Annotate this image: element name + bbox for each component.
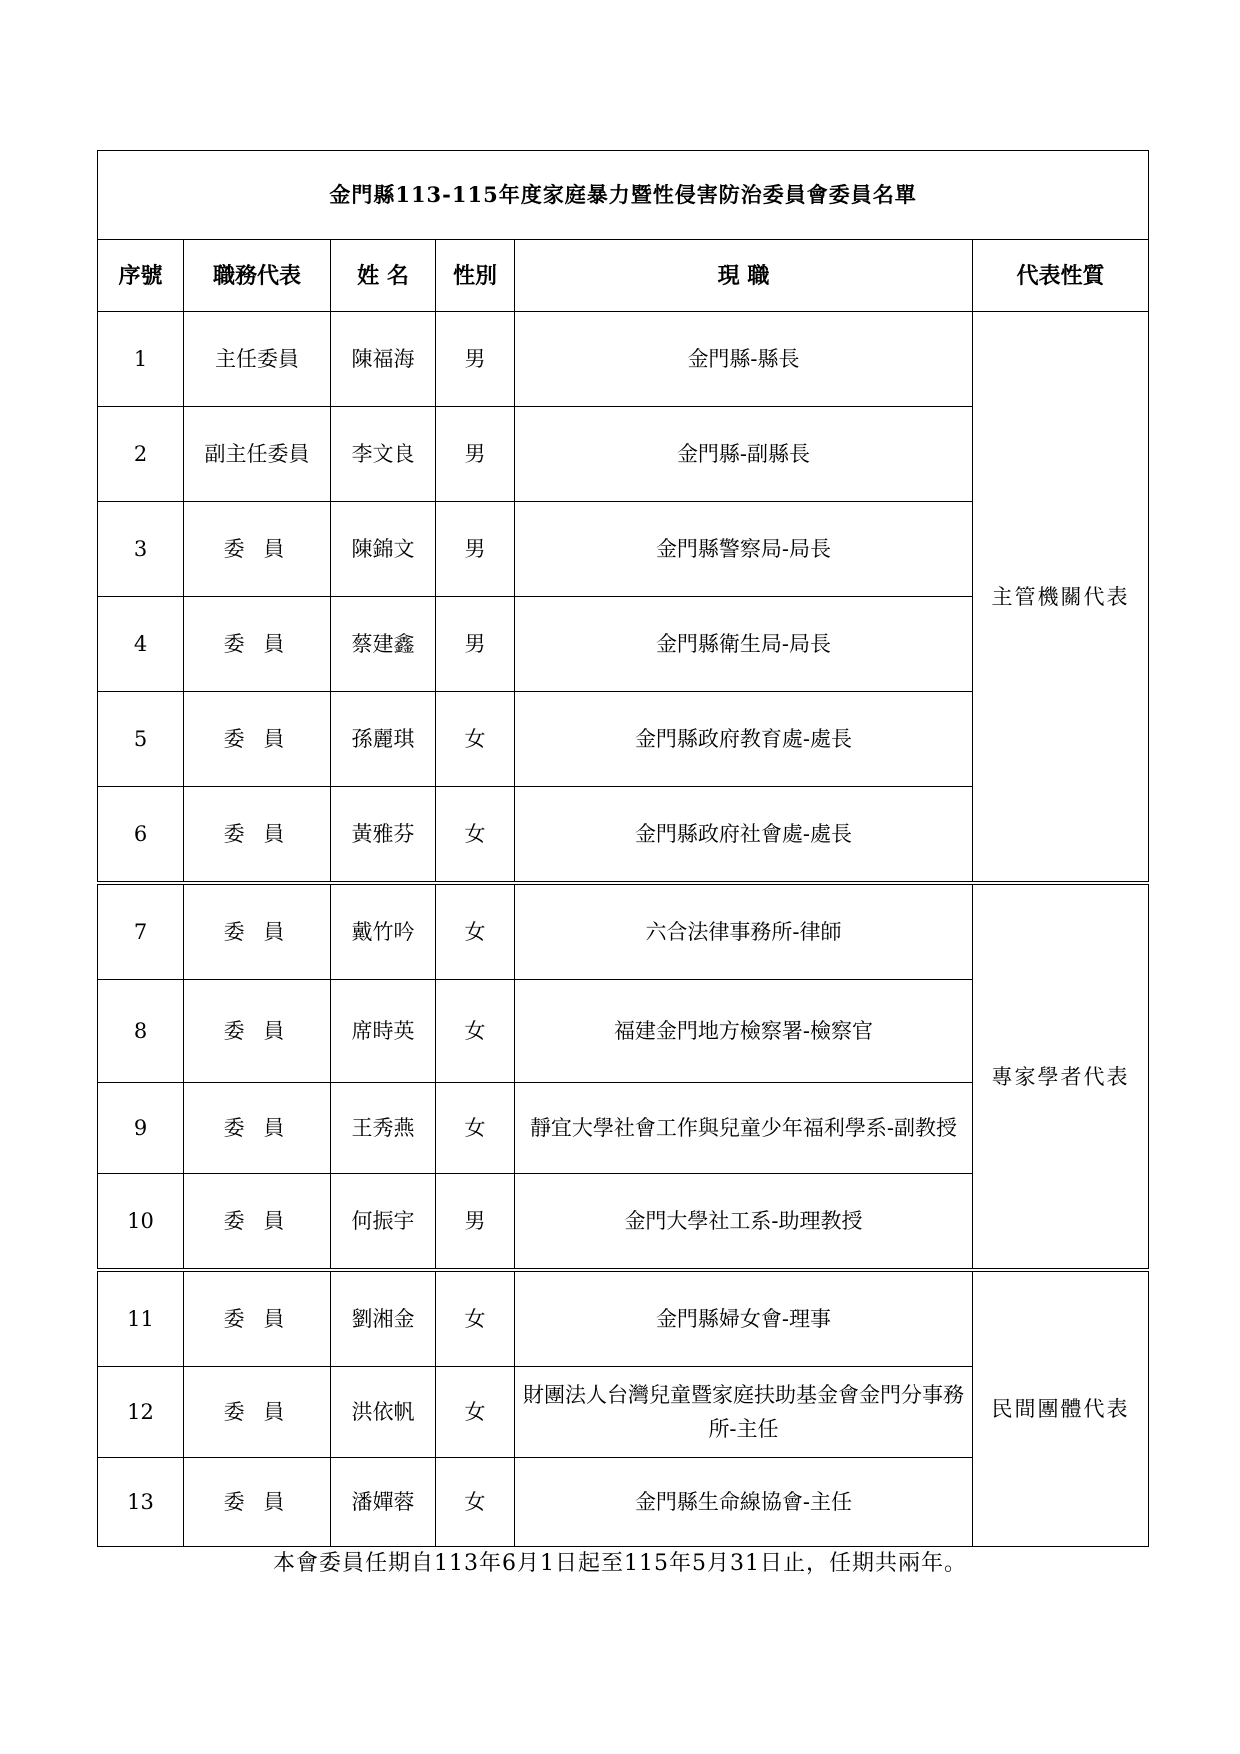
table-row xyxy=(98,312,1149,407)
row-position: 六合法律事務所-律師 xyxy=(515,883,973,980)
row-name: 黃雅芬 xyxy=(331,787,436,884)
row-role: 委 員 xyxy=(184,692,331,787)
row-seq: 8 xyxy=(98,980,184,1083)
row-name: 潘嬋蓉 xyxy=(331,1458,436,1547)
row-position: 金門大學社工系-助理教授 xyxy=(515,1174,973,1271)
row-position: 靜宜大學社會工作與兒童少年福利學系-副教授 xyxy=(515,1083,973,1174)
row-gender: 女 xyxy=(436,787,515,884)
document-title: 金門縣113-115年度家庭暴力暨性侵害防治委員會委員名單 xyxy=(98,151,1149,240)
group-label: 專家學者代表 xyxy=(973,883,1149,1270)
row-seq: 3 xyxy=(98,502,184,597)
table-row xyxy=(98,1270,1149,1367)
header-position: 現 職 xyxy=(515,240,973,312)
row-seq: 9 xyxy=(98,1083,184,1174)
row-position: 金門縣政府教育處-處長 xyxy=(515,692,973,787)
row-gender: 男 xyxy=(436,312,515,407)
row-role: 委 員 xyxy=(184,883,331,980)
committee-member-table xyxy=(97,150,1149,1547)
row-role: 委 員 xyxy=(184,597,331,692)
row-position: 金門縣生命線協會-主任 xyxy=(515,1458,973,1547)
row-seq: 10 xyxy=(98,1174,184,1271)
row-role: 委 員 xyxy=(184,1174,331,1271)
row-role: 主任委員 xyxy=(184,312,331,407)
row-name: 戴竹吟 xyxy=(331,883,436,980)
row-gender: 女 xyxy=(436,1367,515,1458)
row-role: 委 員 xyxy=(184,1458,331,1547)
row-name: 陳錦文 xyxy=(331,502,436,597)
row-name: 席時英 xyxy=(331,980,436,1083)
row-gender: 女 xyxy=(436,1083,515,1174)
row-name: 洪依帆 xyxy=(331,1367,436,1458)
row-gender: 男 xyxy=(436,407,515,502)
header-name: 姓 名 xyxy=(331,240,436,312)
group-label: 主管機關代表 xyxy=(973,312,1149,884)
row-seq: 1 xyxy=(98,312,184,407)
row-position: 金門縣-縣長 xyxy=(515,312,973,407)
row-role: 委 員 xyxy=(184,502,331,597)
row-name: 李文良 xyxy=(331,407,436,502)
row-gender: 男 xyxy=(436,502,515,597)
row-seq: 13 xyxy=(98,1458,184,1547)
header-group: 代表性質 xyxy=(973,240,1149,312)
row-gender: 女 xyxy=(436,1458,515,1547)
row-role: 委 員 xyxy=(184,1367,331,1458)
row-seq: 11 xyxy=(98,1270,184,1367)
row-role: 委 員 xyxy=(184,1083,331,1174)
row-position: 財團法人台灣兒童暨家庭扶助基金會金門分事務所-主任 xyxy=(515,1367,973,1458)
row-position: 金門縣衛生局-局長 xyxy=(515,597,973,692)
row-position: 金門縣-副縣長 xyxy=(515,407,973,502)
row-position: 金門縣政府社會處-處長 xyxy=(515,787,973,884)
row-seq: 7 xyxy=(98,883,184,980)
row-seq: 4 xyxy=(98,597,184,692)
row-name: 王秀燕 xyxy=(331,1083,436,1174)
row-name: 何振宇 xyxy=(331,1174,436,1271)
row-name: 孫麗琪 xyxy=(331,692,436,787)
row-role: 委 員 xyxy=(184,980,331,1083)
row-name: 劉湘金 xyxy=(331,1270,436,1367)
group-label: 民間團體代表 xyxy=(973,1270,1149,1547)
row-gender: 女 xyxy=(436,692,515,787)
table-row xyxy=(98,883,1149,980)
row-name: 蔡建鑫 xyxy=(331,597,436,692)
row-seq: 12 xyxy=(98,1367,184,1458)
header-seq: 序號 xyxy=(98,240,184,312)
row-position: 金門縣警察局-局長 xyxy=(515,502,973,597)
row-name: 陳福海 xyxy=(331,312,436,407)
header-gender: 性別 xyxy=(436,240,515,312)
row-position: 金門縣婦女會-理事 xyxy=(515,1270,973,1367)
row-seq: 5 xyxy=(98,692,184,787)
row-gender: 男 xyxy=(436,597,515,692)
table-header-row xyxy=(98,240,1149,312)
row-gender: 男 xyxy=(436,1174,515,1271)
term-footnote: 本會委員任期自113年6月1日起至115年5月31日止，任期共兩年。 xyxy=(273,1551,967,1576)
row-role: 委 員 xyxy=(184,1270,331,1367)
row-seq: 6 xyxy=(98,787,184,884)
row-seq: 2 xyxy=(98,407,184,502)
row-position: 福建金門地方檢察署-檢察官 xyxy=(515,980,973,1083)
row-gender: 女 xyxy=(436,883,515,980)
row-role: 委 員 xyxy=(184,787,331,884)
row-gender: 女 xyxy=(436,1270,515,1367)
row-role: 副主任委員 xyxy=(184,407,331,502)
row-gender: 女 xyxy=(436,980,515,1083)
header-role: 職務代表 xyxy=(184,240,331,312)
